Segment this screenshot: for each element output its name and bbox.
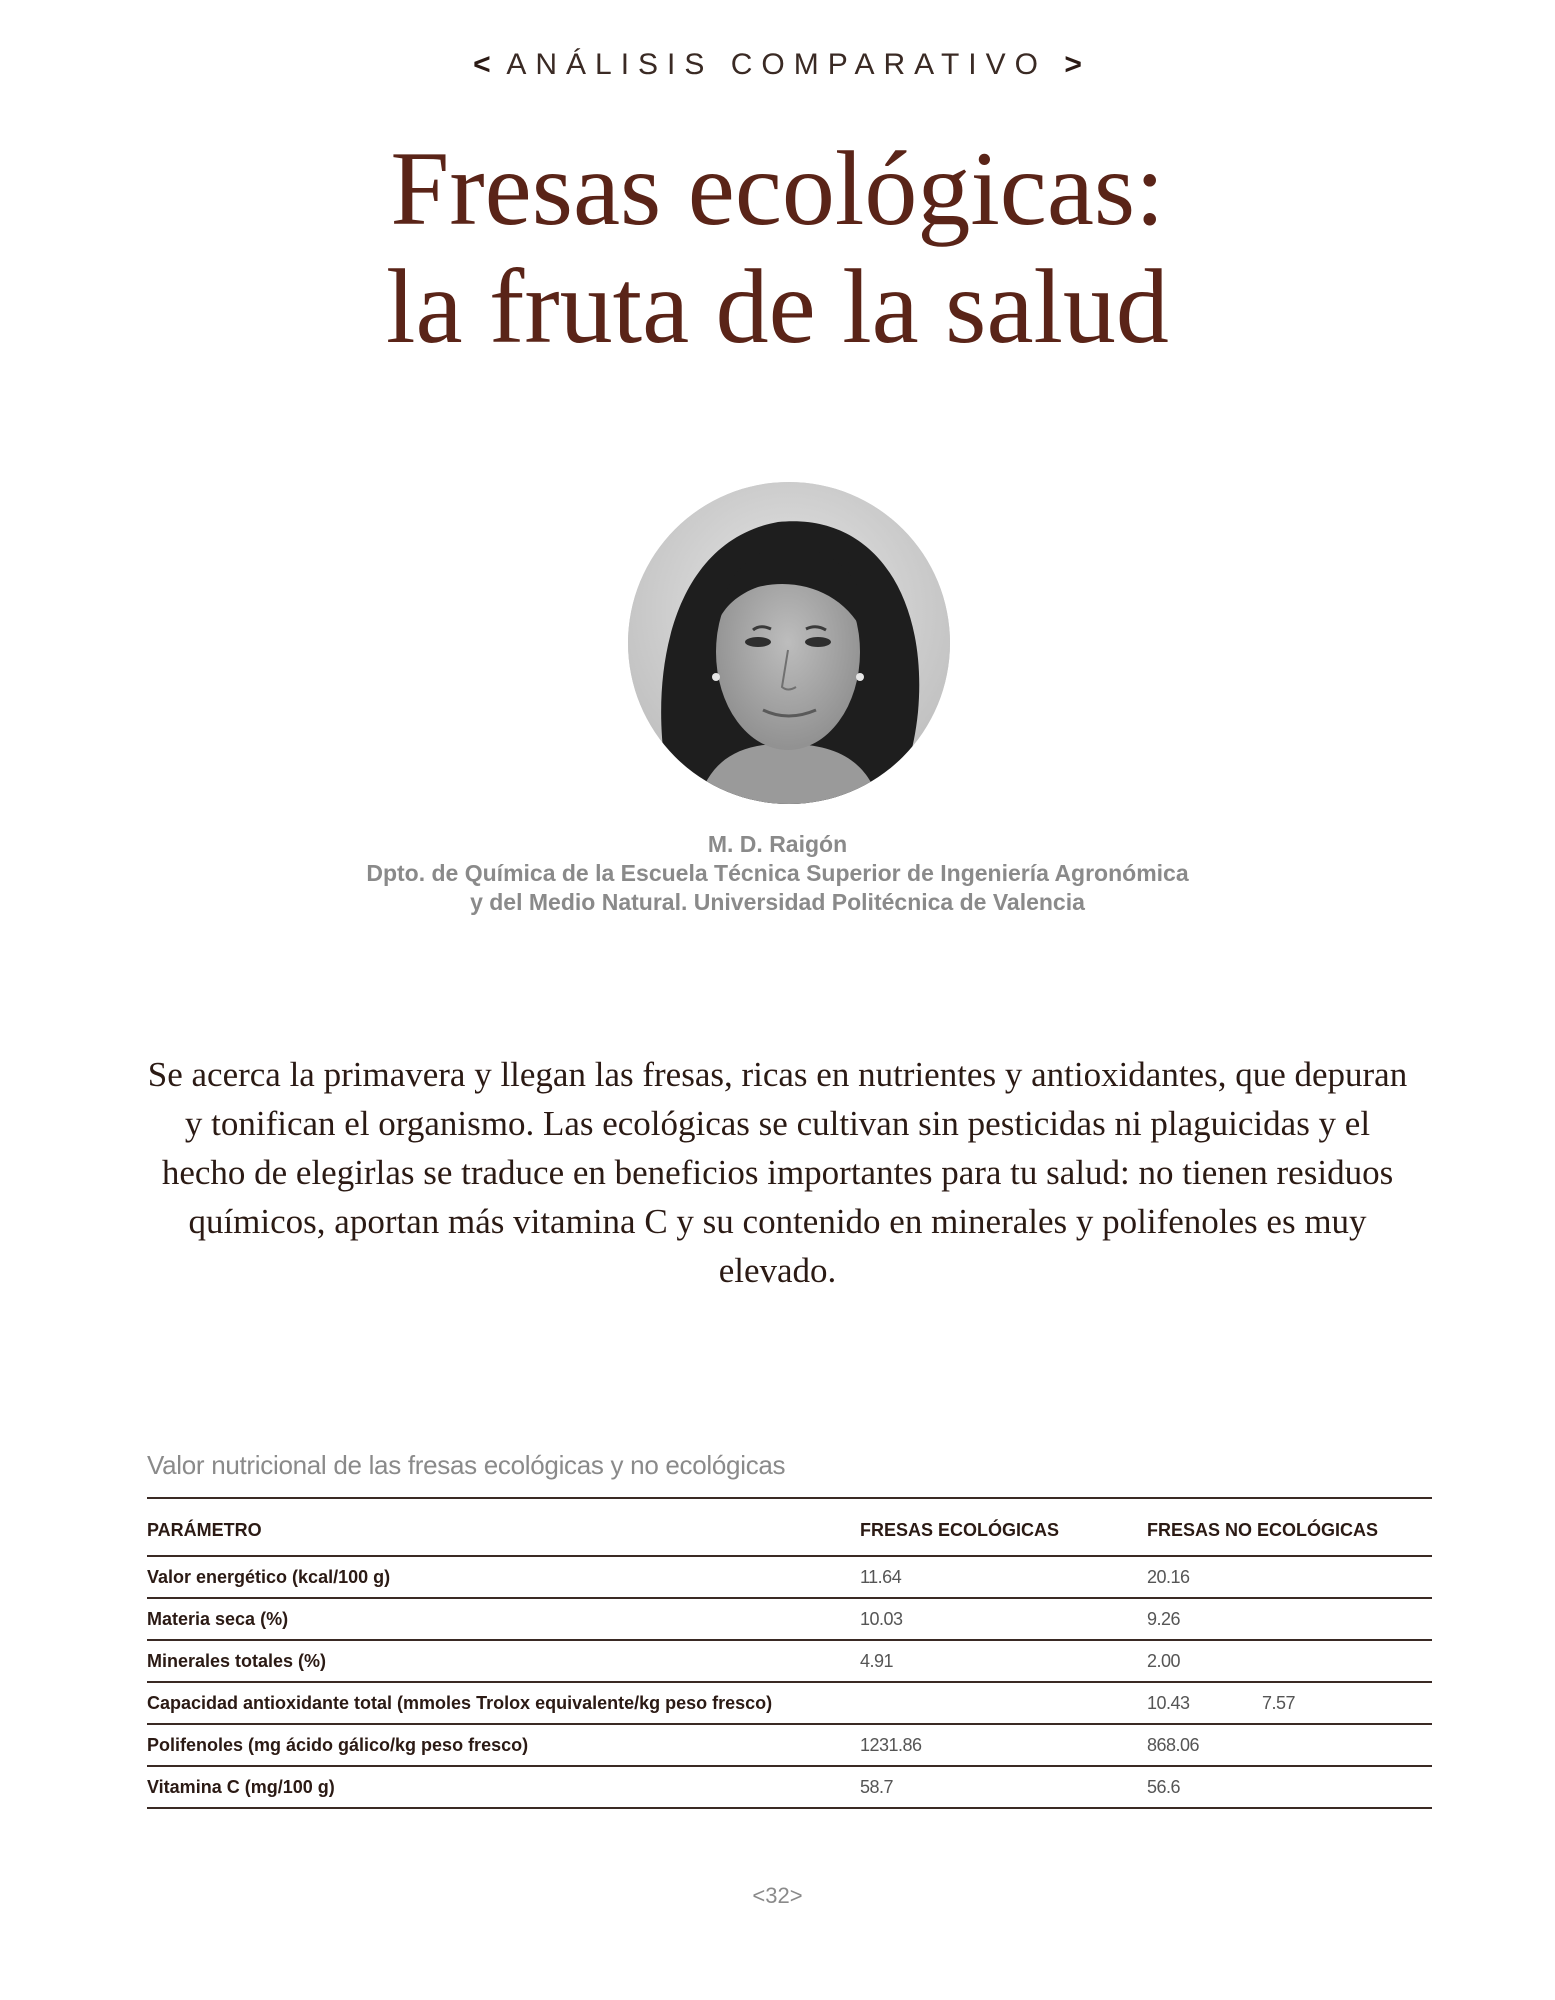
no-eco-value: 9.26 [1147,1598,1262,1640]
eco-value: 4.91 [860,1640,1147,1682]
author-affiliation-line-1: Dpto. de Química de la Escuela Técnica Superior de Ingeniería Agronómica [366,860,1189,886]
no-eco-value: 868.06 [1147,1724,1262,1766]
title-line-2: la fruta de la salud [386,248,1169,365]
author-name: M. D. Raigón [707,831,848,857]
author-affiliation-line-2: y del Medio Natural. Universidad Politécnica de Valencia [470,889,1085,915]
section-label [0,48,1555,82]
no-eco-value: 20.16 [1147,1556,1262,1598]
param-cell: Minerales totales (%) [147,1640,860,1682]
author-block [0,830,1555,917]
table-row [147,1766,1432,1808]
title-line-1: Fresas ecológicas: [390,130,1165,247]
extra-value [1262,1640,1432,1682]
no-eco-value: 56.6 [1147,1766,1262,1808]
nutrition-table [147,1499,1432,1809]
header-parameter: PARÁMETRO [147,1499,860,1556]
extra-value [1262,1724,1432,1766]
table-caption: Valor nutricional de las fresas ecológicas y no ecológicas [147,1450,786,1480]
chevron-right-icon: > [789,1883,803,1908]
param-cell: Valor energético (kcal/100 g) [147,1556,860,1598]
chevron-left-icon: < [473,48,491,81]
section-label-text: ANÁLISIS COMPARATIVO [506,48,1047,81]
header-no-eco: FRESAS NO ECOLÓGICAS [1147,1499,1432,1556]
header-eco: FRESAS ECOLÓGICAS [860,1499,1147,1556]
param-cell: Capacidad antioxidante total (mmoles Trolox equivalente/kg peso fresco) [147,1682,860,1724]
table-row [147,1598,1432,1640]
eco-value: 58.7 [860,1766,1147,1808]
eco-value: 11.64 [860,1556,1147,1598]
page-number-text: 32 [765,1883,790,1908]
eco-value: 1231.86 [860,1724,1147,1766]
extra-value [1262,1556,1432,1598]
table-row [147,1724,1432,1766]
extra-value [1262,1598,1432,1640]
page-number [0,1883,1555,1909]
chevron-left-icon: < [752,1883,766,1908]
author-portrait [628,482,950,804]
extra-value: 7.57 [1262,1682,1432,1724]
param-cell: Polifenoles (mg ácido gálico/kg peso fresco) [147,1724,860,1766]
lead-paragraph: Se acerca la primavera y llegan las fresas, ricas en nutrientes y antioxidantes, que depuran y tonifican el organismo. Las ecológicas se cultivan sin pesticidas ni plaguicidas y el hecho de elegirlas se traduce en beneficios importantes para tu salud: no tienen residuos químicos, aportan más vitamina C y su contenido en minerales y polifenoles es muy elevado. [147,1055,1408,1290]
portrait-image [628,482,950,804]
extra-value [1262,1766,1432,1808]
param-cell: Materia seca (%) [147,1598,860,1640]
nutrition-table-container [147,1497,1432,1809]
chevron-right-icon: > [1064,48,1082,81]
page-title [0,130,1555,366]
no-eco-value: 2.00 [1147,1640,1262,1682]
table-row [147,1640,1432,1682]
table-header-row [147,1499,1432,1556]
eco-value [860,1682,1147,1724]
param-cell: Vitamina C (mg/100 g) [147,1766,860,1808]
table-row [147,1682,1432,1724]
eco-value: 10.03 [860,1598,1147,1640]
table-row [147,1556,1432,1598]
no-eco-value: 10.43 [1147,1682,1262,1724]
